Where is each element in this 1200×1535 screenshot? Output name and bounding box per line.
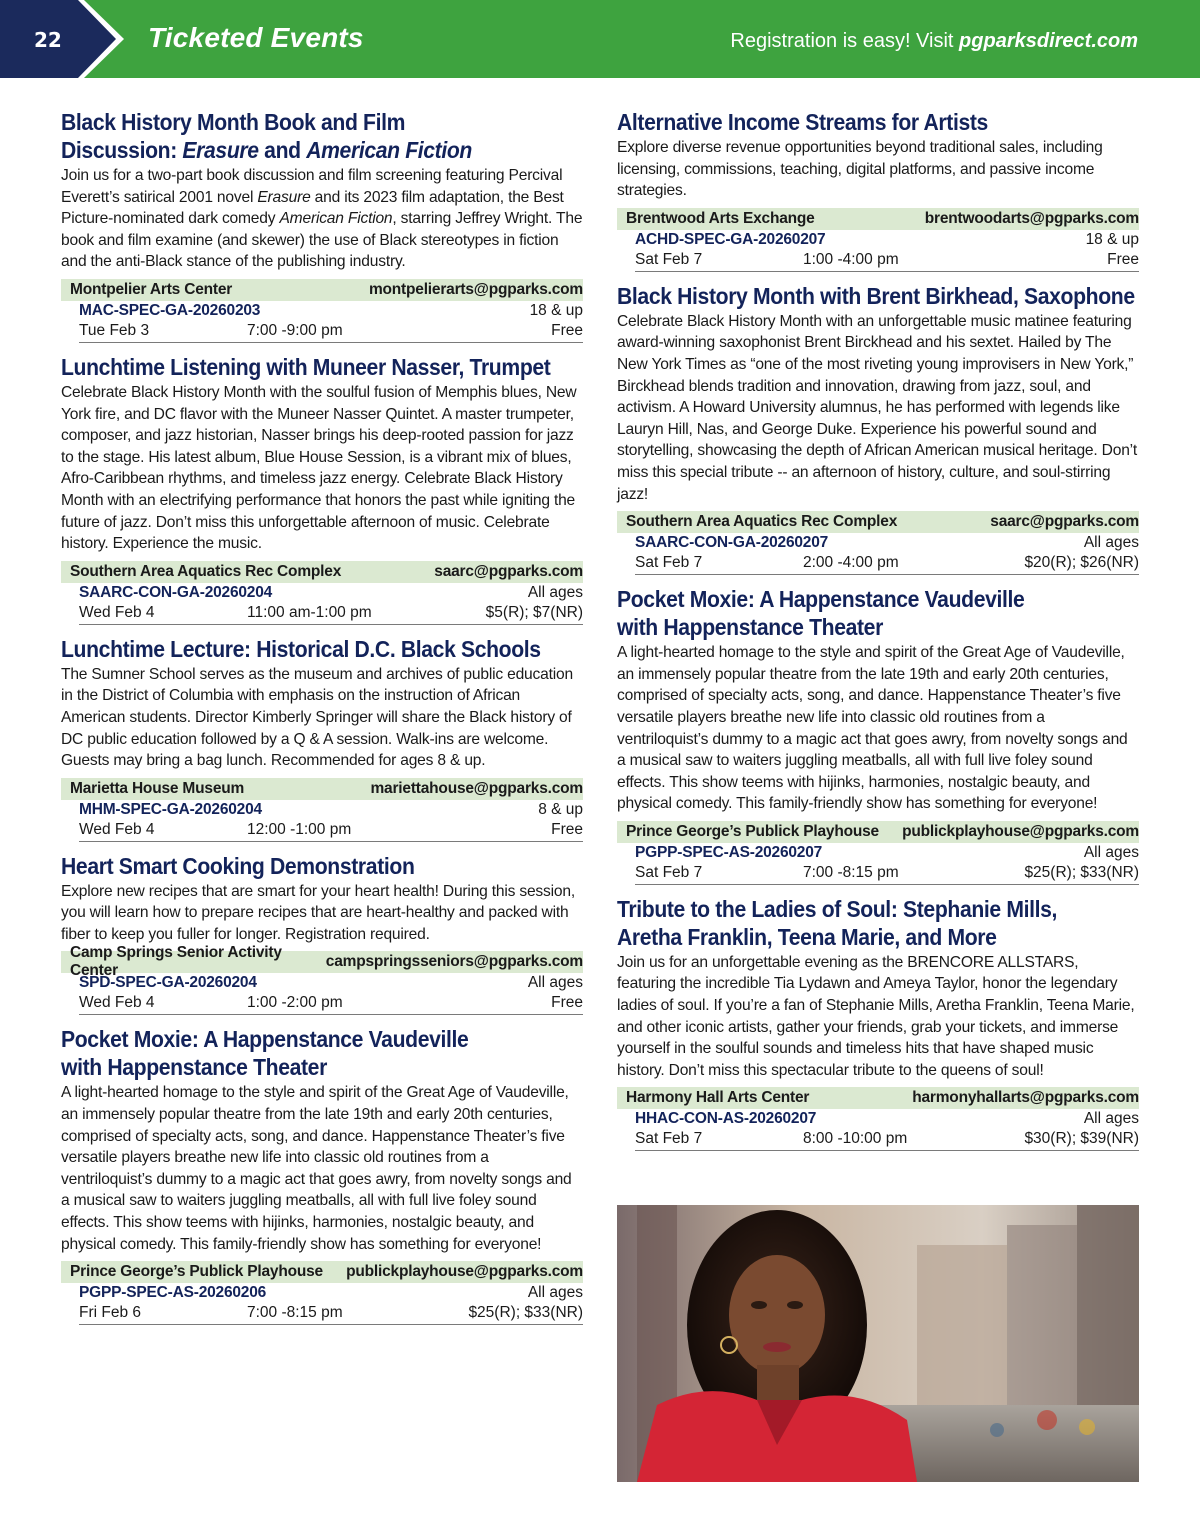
event-details: [79, 973, 583, 1015]
event-title: [61, 108, 541, 164]
activity-code[interactable]: MAC-SPEC-GA-20260203: [79, 301, 261, 319]
event-price: $30(R); $39(NR): [1024, 1130, 1139, 1148]
venue-name: Southern Area Aquatics Rec Complex: [626, 513, 898, 531]
event-pocket-moxie-feb7: [617, 585, 1139, 885]
activity-code[interactable]: SAARC-CON-GA-20260204: [79, 583, 273, 601]
event-description: Join us for an unforgettable evening as the BRENCORE ALLSTARS, featuring the incredible Tia Lydawn and Ameya Taylor, honor the legendary ladies of soul. If you’re a fan of Stephanie Mills, Aretha Franklin, Teena Marie, and other iconic artists, gather your friends, grab your tickets, and immerse yourself in the soulful sounds and timeless hits that have shaped music history. Don’t miss this spectacular tribute to the queens of soul!: [617, 953, 1135, 1079]
event-price: Free: [1107, 250, 1139, 268]
title-italic: Erasure: [182, 137, 259, 163]
event-price: $25(R); $33(NR): [468, 1304, 583, 1322]
event-heart-smart-cooking: [61, 852, 583, 1016]
venue-name: Prince George’s Publick Playhouse: [626, 822, 879, 840]
venue-email[interactable]: montpelierarts@pgparks.com: [368, 280, 583, 298]
event-description: Celebrate Black History Month with an unforgettable music matinee featuring award-winning saxophonist Brent Birckhead and his sextet. Hailed by The New York Times as “one of the most riveting young improvisers in New York,” Birckhead blends tradition and innovation, drawing from jazz, soul, and activism. A Howard University alumnus, he has performed with legends like Lauryn Hill, Nas, and George Duke. Experience his powerful sound and storytelling, showcasing the depth of African American musical heritage. Don’t miss this special tribute -- an afternoon of history, culture, and soul-stirring jazz!: [617, 312, 1138, 503]
age-range: All ages: [527, 1284, 583, 1302]
event-title-line: Pocket Moxie: A Happenstance Vaudeville: [61, 1026, 469, 1053]
activity-code[interactable]: ACHD-SPEC-GA-20260207: [635, 230, 826, 248]
event-brent-birkhead: [617, 282, 1139, 575]
event-title: Black History Month with Brent Birkhead, Saxophone: [617, 282, 1135, 309]
event-title-line: Black History Month Book and Film: [61, 109, 406, 135]
event-time: 12:00 -1:00 pm: [247, 820, 352, 838]
event-description: A light-hearted homage to the style and spirit of the Great Age of Vaudeville, an immensely popular theatre from the late 19th and early 20th centuries, comprised of specialty acts, song, and dance. Happenstance Theater’s five versatile players breathe new life into classic old routines from a ventriloquist’s dummy to a magic act that goes awry, from novelty songs and a musical saw to waiters juggling meatballs, all with full live foley sound effects. This show teems with hijinks, harmonies, nostalgic beauty, and physical comedy. This family-friendly show has something for everyone!: [61, 1084, 572, 1253]
venue-bar: [61, 279, 583, 301]
event-details: [79, 800, 583, 842]
event-date: Sat Feb 7: [635, 554, 703, 572]
desc-italic: American Fiction: [279, 210, 393, 228]
event-book-film-discussion: [61, 108, 583, 343]
event-date: Wed Feb 4: [79, 820, 155, 838]
event-title-line: [61, 136, 541, 164]
venue-name: Brentwood Arts Exchange: [626, 209, 815, 227]
event-title-line: Aretha Franklin, Teena Marie, and More: [617, 923, 997, 950]
event-description: Celebrate Black History Month with the soulful fusion of Memphis blues, New York fire, and DC flavor with the Muneer Nasser Quintet. A master trumpeter, composer, and jazz historian, Nasser brings his deep-rooted passion for jazz to the stage. His latest album, Blue House Session, is a vibrant mix of blues, Afro-Caribbean rhythms, and timeless jazz energy. Celebrate Black History Month with an electrifying performance that honors the past while igniting the future of jazz. Don’t miss this unforgettable afternoon of music. Celebrate history. Experience the music.: [61, 383, 577, 553]
venue-bar: [61, 1261, 583, 1283]
venue-name: Marietta House Museum: [70, 779, 245, 797]
event-time: 7:00 -8:15 pm: [247, 1304, 343, 1322]
age-range: All ages: [1083, 843, 1139, 861]
event-description: A light-hearted homage to the style and spirit of the Great Age of Vaudeville, an immensely popular theatre from the late 19th and early 20th centuries, comprised of specialty acts, song, and dance. Happenstance Theater’s five versatile players breathe new life into classic old routines from a ventriloquist’s dummy to a magic act that goes awry, from novelty songs and a musical saw to waiters juggling meatballs, all with full live foley sound effects. This show teems with hijinks, harmonies, nostalgic beauty, and physical comedy. This family-friendly show has something for everyone!: [617, 644, 1128, 813]
event-title: Heart Smart Cooking Demonstration: [61, 852, 415, 879]
event-title-line: Tribute to the Ladies of Soul: Stephanie Mills,: [617, 895, 1058, 922]
page-header: [0, 0, 1200, 78]
left-column: [61, 108, 583, 1335]
event-time: 1:00 -4:00 pm: [803, 250, 899, 268]
event-title-line: with Happenstance Theater: [61, 1054, 327, 1081]
event-description: The Sumner School serves as the museum and archives of public education in the District of Columbia with emphasis on the instruction of African American students. Director Kimberly Springer will share the Black history of DC public education followed by a Q & A session. Walk-ins are welcome. Guests may bring a bag lunch. Recommended for ages 8 & up.: [61, 665, 573, 770]
activity-code[interactable]: HHAC-CON-AS-20260207: [635, 1110, 817, 1128]
event-details: [79, 583, 583, 625]
section-title: Ticketed Events: [148, 22, 364, 53]
event-description: [61, 165, 583, 273]
event-title: [617, 585, 1097, 641]
event-time: 8:00 -10:00 pm: [803, 1130, 908, 1148]
venue-bar: [61, 561, 583, 583]
website-link[interactable]: pgparksdirect.com: [959, 30, 1138, 52]
age-range: All ages: [1083, 534, 1139, 552]
page-tab-chevron-icon: [0, 0, 126, 78]
event-details: [635, 843, 1139, 885]
venue-bar: [617, 1087, 1139, 1109]
venue-bar: [617, 511, 1139, 533]
event-title: Alternative Income Streams for Artists: [617, 109, 988, 135]
age-range: All ages: [1083, 1110, 1139, 1128]
age-range: 18 & up: [529, 301, 583, 319]
venue-email[interactable]: publickplayhouse@pgparks.com: [902, 822, 1139, 840]
venue-name: Camp Springs Senior Activity Center: [70, 944, 282, 980]
venue-name: Southern Area Aquatics Rec Complex: [70, 562, 342, 580]
desc-text: Join us for a two-part book discussion and film screening featuring Percival Everett’s satirical 2001 novel: [61, 167, 563, 206]
venue-email[interactable]: saarc@pgparks.com: [990, 513, 1139, 531]
venue-email[interactable]: publickplayhouse@pgparks.com: [346, 1263, 583, 1281]
activity-code[interactable]: SPD-SPEC-GA-20260204: [79, 974, 257, 992]
registration-text: Registration is easy! Visit: [730, 30, 960, 52]
event-title: Lunchtime Listening with Muneer Nasser, Trumpet: [61, 353, 551, 380]
performer-photo: [617, 1205, 1139, 1482]
event-price: Free: [551, 994, 583, 1012]
event-date: Tue Feb 3: [79, 321, 150, 339]
activity-code[interactable]: SAARC-CON-GA-20260207: [635, 534, 829, 552]
event-date: Sat Feb 7: [635, 863, 703, 881]
event-lunchtime-lecture: [61, 635, 583, 842]
event-time: 11:00 am-1:00 pm: [247, 603, 372, 621]
event-price: $25(R); $33(NR): [1024, 863, 1139, 881]
event-details: [635, 230, 1139, 272]
desc-italic: Erasure: [257, 188, 311, 206]
event-description: Explore diverse revenue opportunities beyond traditional sales, including licensing, commissions, teaching, digital platforms, and passive income strategies.: [617, 139, 1103, 200]
event-date: Sat Feb 7: [635, 1130, 703, 1148]
event-title: [61, 1025, 541, 1081]
desc-text: and its 2023 film adaptation, the Best Picture-nominated dark comedy: [61, 188, 564, 228]
page-number: 22: [34, 28, 62, 52]
event-time: 2:00 -4:00 pm: [803, 554, 899, 572]
event-price: Free: [551, 820, 583, 838]
event-date: Wed Feb 4: [79, 603, 155, 621]
age-range: 18 & up: [1085, 230, 1139, 248]
event-time: 7:00 -9:00 pm: [247, 321, 343, 339]
venue-bar: [617, 208, 1139, 230]
age-range: All ages: [527, 974, 583, 992]
registration-note: [730, 30, 1138, 53]
event-title: Lunchtime Lecture: Historical D.C. Black Schools: [61, 635, 541, 662]
title-text: Discussion:: [61, 137, 183, 163]
activity-code[interactable]: MHM-SPEC-GA-20260204: [79, 800, 262, 818]
page-number-tab: [0, 0, 126, 78]
right-column: [617, 108, 1139, 1161]
venue-name: Montpelier Arts Center: [70, 280, 233, 298]
event-date: Wed Feb 4: [79, 994, 155, 1012]
venue-name: Prince George’s Publick Playhouse: [70, 1263, 323, 1281]
title-text: and: [258, 137, 307, 163]
event-details: [635, 1109, 1139, 1151]
event-ladies-of-soul: [617, 895, 1139, 1152]
event-title-line: Pocket Moxie: A Happenstance Vaudeville: [617, 586, 1025, 613]
event-details: [635, 533, 1139, 575]
venue-email[interactable]: mariettahouse@pgparks.com: [370, 779, 583, 797]
event-price: $20(R); $26(NR): [1024, 554, 1139, 572]
venue-email[interactable]: saarc@pgparks.com: [434, 562, 583, 580]
age-range: 8 & up: [538, 800, 583, 818]
event-pocket-moxie-feb6: [61, 1025, 583, 1325]
event-price: Free: [551, 321, 583, 339]
title-italic: American Fiction: [306, 137, 472, 163]
desc-text: , starring Jeffrey Wright. The book and film examine (and skewer) the use of Black stereotypes in fiction and the anti-Black stance of the publishing industry.: [61, 210, 583, 271]
venue-email[interactable]: campspringsseniors@pgparks.com: [325, 953, 583, 971]
venue-email[interactable]: harmonyhallarts@pgparks.com: [912, 1089, 1139, 1107]
event-time: 7:00 -8:15 pm: [803, 863, 899, 881]
event-lunchtime-listening: [61, 353, 583, 625]
performer-photo-image: [617, 1205, 1139, 1482]
age-range: All ages: [527, 583, 583, 601]
venue-bar: [617, 821, 1139, 843]
event-details: [79, 1283, 583, 1325]
event-details: [79, 301, 583, 343]
event-title: [617, 895, 1097, 951]
event-description: Explore new recipes that are smart for your heart health! During this session, you will learn how to prepare recipes that are heart-healthy and packed with fiber to keep you fuller for longer. Registration required.: [61, 882, 575, 943]
event-title-line: with Happenstance Theater: [617, 614, 883, 641]
venue-bar: [61, 944, 583, 980]
activity-code[interactable]: PGPP-SPEC-AS-20260207: [635, 843, 823, 861]
venue-bar: [61, 778, 583, 800]
event-time: 1:00 -2:00 pm: [247, 994, 343, 1012]
event-date: Sat Feb 7: [635, 250, 703, 268]
event-date: Fri Feb 6: [79, 1304, 142, 1322]
venue-email[interactable]: brentwoodarts@pgparks.com: [924, 209, 1139, 227]
event-price: $5(R); $7(NR): [485, 603, 583, 621]
event-alternative-income: [617, 108, 1139, 272]
venue-name: Harmony Hall Arts Center: [626, 1089, 810, 1107]
activity-code[interactable]: PGPP-SPEC-AS-20260206: [79, 1284, 267, 1302]
